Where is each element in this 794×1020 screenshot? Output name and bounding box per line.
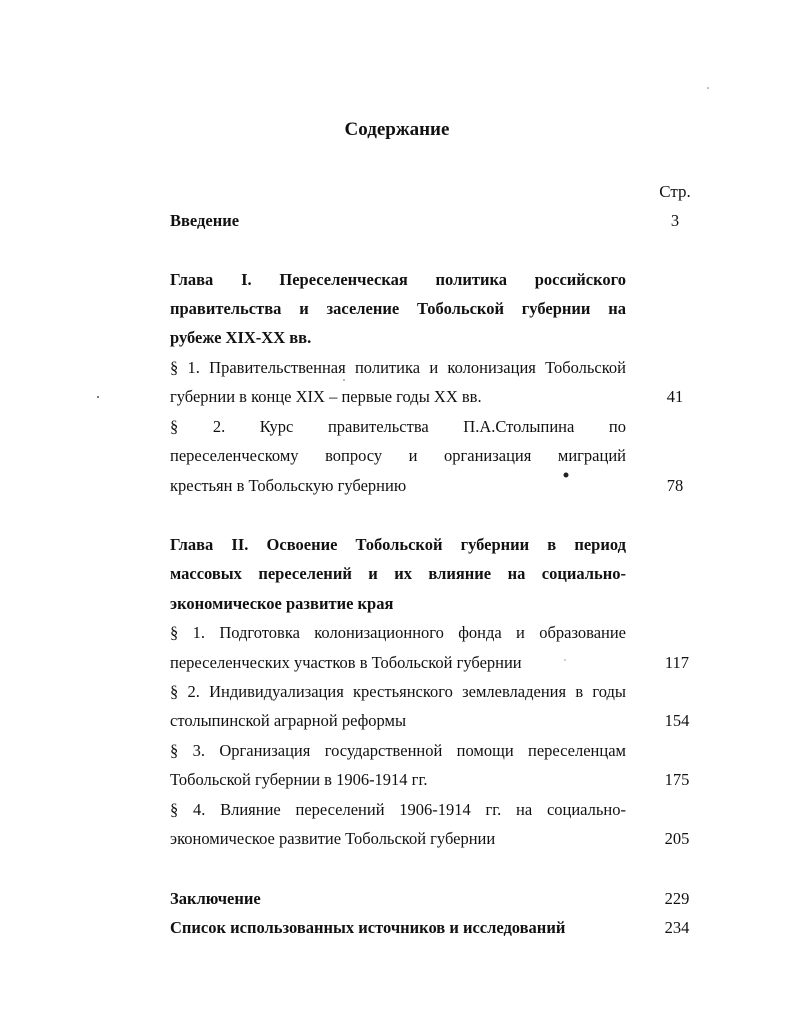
toc-section-1-2-line-2: переселенческому вопросу и организация миграций xyxy=(170,446,626,465)
page-title: Содержание xyxy=(344,119,450,140)
toc-section-2-3-line-1: § 3. Организация государственной помощи переселенцам xyxy=(170,741,626,760)
toc-page-section-2-3: 175 xyxy=(664,770,690,789)
toc-page-conclusion: 229 xyxy=(664,889,690,908)
toc-chapter-2-line-3: экономическое развитие края xyxy=(170,594,394,613)
page-column-label: Стр. xyxy=(659,182,691,201)
toc-section-2-1-line-2: переселенческих участков в Тобольской губернии xyxy=(170,653,522,672)
toc-section-1-2-line-1: § 2. Курс правительства П.А.Столыпина по xyxy=(170,417,626,436)
toc-entry-sources: Список использованных источников и исследований xyxy=(170,918,566,937)
toc-page-section-2-1: 117 xyxy=(664,653,690,672)
toc-section-2-4-line-1: § 4. Влияние переселений 1906-1914 гг. на социально- xyxy=(170,800,626,819)
toc-page-section-1-1: 41 xyxy=(666,387,684,406)
toc-chapter-1-line-3: рубеже XIX-XX вв. xyxy=(170,328,312,347)
toc-section-2-2-line-2: столыпинской аграрной реформы xyxy=(170,711,407,730)
toc-entry-intro: Введение xyxy=(170,211,240,230)
toc-section-1-1-line-2: губернии в конце XIX – первые годы XX вв. xyxy=(170,387,482,406)
toc-page-sources: 234 xyxy=(664,918,690,937)
toc-section-2-1-line-1: § 1. Подготовка колонизационного фонда и образование xyxy=(170,623,626,642)
toc-entry-conclusion: Заключение xyxy=(170,889,261,908)
toc-section-2-2-line-1: § 2. Индивидуализация крестьянского землевладения в годы xyxy=(170,682,626,701)
toc-chapter-1-line-1: Глава I. Переселенческая политика российского xyxy=(170,270,626,289)
toc-section-1-2-line-3: крестьян в Тобольскую губернию xyxy=(170,476,407,495)
toc-page-intro: 3 xyxy=(670,211,680,230)
toc-page-section-2-2: 154 xyxy=(664,711,690,730)
toc-section-1-1-line-1: § 1. Правительственная политика и колонизация Тобольской xyxy=(170,358,626,377)
toc-chapter-1-line-2: правительства и заселение Тобольской губернии на xyxy=(170,299,626,318)
toc-section-2-3-line-2: Тобольской губернии в 1906-1914 гг. xyxy=(170,770,428,789)
toc-chapter-2-line-1: Глава II. Освоение Тобольской губернии в период xyxy=(170,535,626,554)
toc-section-2-4-line-2: экономическое развитие Тобольской губернии xyxy=(170,829,496,848)
toc-chapter-2-line-2: массовых переселений и их влияние на социально- xyxy=(170,564,626,583)
toc-page-section-1-2: 78 xyxy=(666,476,684,495)
toc-page-section-2-4: 205 xyxy=(664,829,690,848)
